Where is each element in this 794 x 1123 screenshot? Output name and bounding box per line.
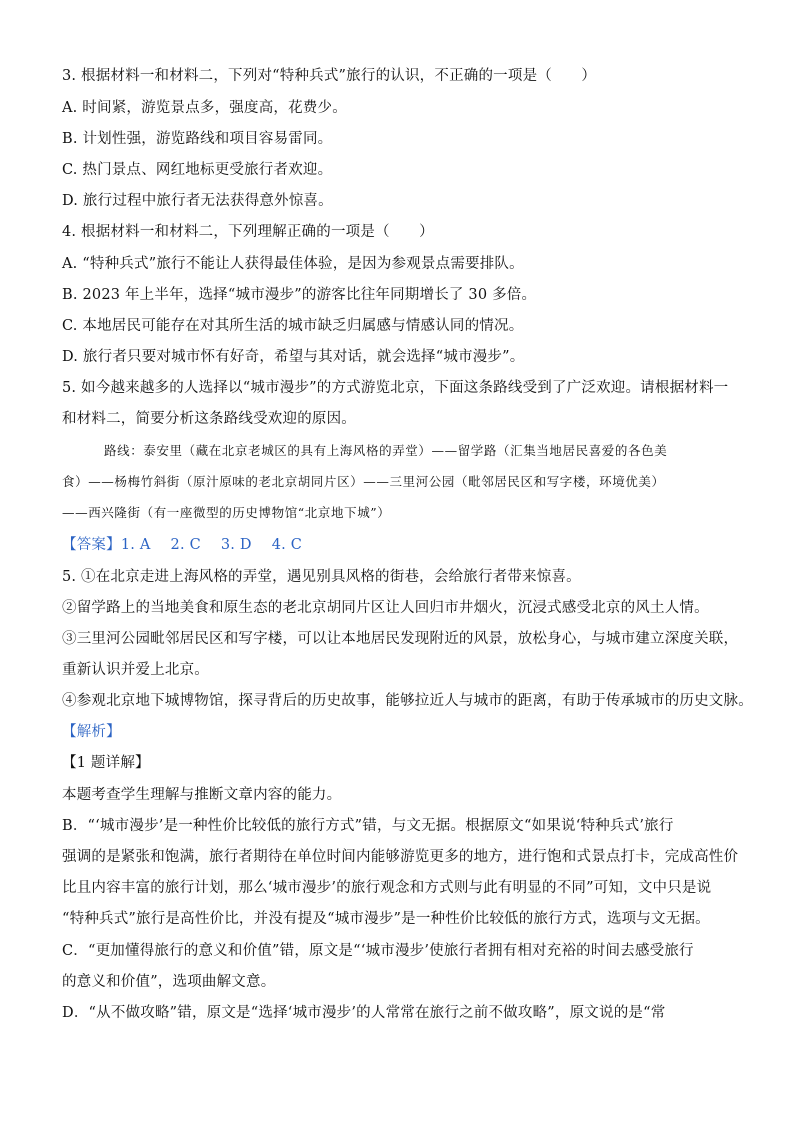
q4-option-a: A. “特种兵式”旅行不能让人获得最佳体验，是因为参观景点需要排队。 <box>62 256 524 272</box>
q4-option-c: C. 本地居民可能存在对其所生活的城市缺乏归属感与情感认同的情况。 <box>62 318 524 334</box>
q5-answer-point-2: ②留学路上的当地美食和原生态的老北京胡同片区让人回归市井烟火，沉浸式感受北京的风土人情。 <box>62 600 709 616</box>
analysis-tag: 【解析】 <box>62 724 121 740</box>
q5-answer-point-1: 5. ①在北京走进上海风格的弄堂，遇见别具风格的街巷，会给旅行者带来惊喜。 <box>62 569 581 585</box>
q3-option-d: D. 旅行过程中旅行者无法获得意外惊喜。 <box>62 193 333 209</box>
q5-route-line-1: 路线：泰安里（藏在北京老城区的具有上海风格的弄堂）——留学路（汇集当地居民喜爱的各色美 <box>104 443 668 458</box>
q5-answer-point-3: ③三里河公园毗邻居民区和写字楼，可以让本地居民发现附近的风景，放松身心，与城市建立深度关联， <box>62 631 739 647</box>
answer-tag: 【答案】 <box>62 537 121 553</box>
analysis-option-b-line-4: “特种兵式”旅行是高性价比，并没有提及“城市漫步”是一种性价比较低的旅行方式，选项与文无据。 <box>62 911 710 927</box>
q3-stem: 3. 根据材料一和材料二，下列对“特种兵式”旅行的认识，不正确的一项是（ ） <box>62 68 597 84</box>
q3-option-b: B. 计划性强，游览路线和项目容易雷同。 <box>62 131 333 147</box>
answer-item: 2. C <box>170 537 201 553</box>
analysis-option-b-line-1: B．“‘城市漫步’是一种性价比较低的旅行方式”错，与文无据。根据原文“如果说‘特种兵式’旅行 <box>62 818 674 834</box>
analysis-option-b-line-3: 比且内容丰富的旅行计划，那么‘城市漫步’的旅行观念和方式则与此有明显的不同”可知，文中只是说 <box>62 880 712 896</box>
q5-route-line-2: 食）——杨梅竹斜街（原汁原味的老北京胡同片区）——三里河公园（毗邻居民区和写字楼，环境优美） <box>62 474 665 489</box>
q4-option-d: D. 旅行者只要对城市怀有好奇，希望与其对话，就会选择“城市漫步”。 <box>62 349 525 365</box>
analysis-option-c-line-1: C．“更加懂得旅行的意义和价值”错，原文是“‘城市漫步’使旅行者拥有相对充裕的时间去感受旅行 <box>62 943 694 959</box>
answer-item: 1. A <box>120 537 151 553</box>
answer-line <box>62 535 302 555</box>
analysis-intro: 本题考查学生理解与推断文章内容的能力。 <box>62 787 342 803</box>
q4-stem: 4. 根据材料一和材料二，下列理解正确的一项是（ ） <box>62 224 434 240</box>
q3-option-c: C. 热门景点、网红地标更受旅行者欢迎。 <box>62 162 333 178</box>
analysis-subheading-q1: 【1 题详解】 <box>62 755 150 771</box>
q4-option-b: B. 2023 年上半年，选择“城市漫步”的游客比往年同期增长了 30 多倍。 <box>62 287 537 303</box>
analysis-option-c-line-2: 的意义和价值”，选项曲解文意。 <box>62 974 276 990</box>
q3-option-a: A. 时间紧，游览景点多，强度高，花费少。 <box>62 100 347 116</box>
answer-item: 4. C <box>271 537 303 553</box>
q5-stem-line-2: 和材料二，简要分析这条路线受欢迎的原因。 <box>62 411 356 427</box>
analysis-option-b-line-2: 强调的是紧张和饱满，旅行者期待在单位时间内能够游览更多的地方，进行饱和式景点打卡，完成高性价 <box>62 849 739 865</box>
analysis-option-d-line-1: D．“从不做攻略”错，原文是“选择‘城市漫步’的人常常在旅行之前不做攻略”，原文说的是“常 <box>62 1005 666 1021</box>
q5-stem-line-1: 5. 如今越来越多的人选择以“城市漫步”的方式游览北京，下面这条路线受到了广泛欢迎。请根据材料一 <box>62 380 729 396</box>
q5-route-line-3: ——西兴隆街（有一座微型的历史博物馆“北京地下城”） <box>62 505 391 520</box>
q5-answer-point-3-cont: 重新认识并爱上北京。 <box>62 662 209 678</box>
q5-answer-point-4: ④参观北京地下城博物馆，探寻背后的历史故事，能够拉近人与城市的距离，有助于传承城市的历史文脉。 <box>62 693 753 709</box>
answer-item: 3. D <box>220 537 252 553</box>
